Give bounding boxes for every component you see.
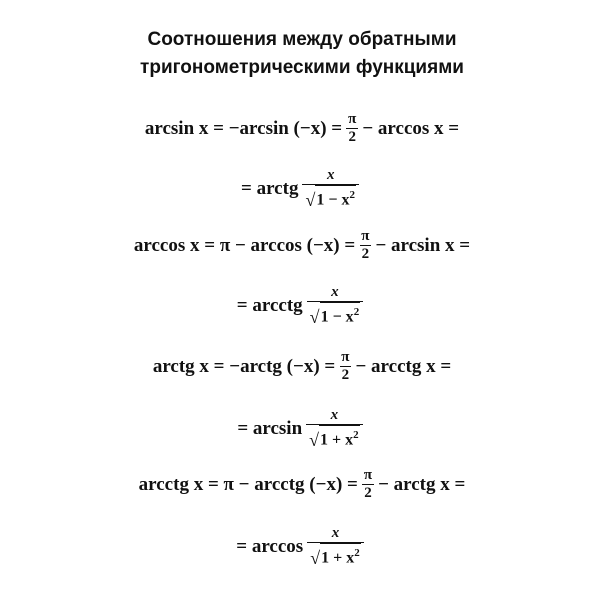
- fraction-numerator: π: [361, 228, 370, 244]
- formula-row-arcsin-cont: [0, 166, 604, 212]
- square-root: [310, 543, 361, 567]
- formula-rhs: − arcsin x =: [375, 234, 471, 256]
- formula-row-arccos-cont: [0, 283, 604, 329]
- formula-lhs: = arcctg: [236, 295, 303, 317]
- fraction-pi-over-2: [362, 467, 374, 502]
- fraction-numerator: x: [331, 284, 339, 300]
- fraction-x-over-root: [307, 283, 364, 329]
- fraction-numerator: x: [326, 167, 335, 183]
- fraction-pi-over-2: [359, 228, 371, 263]
- formula-row-arccos: [0, 228, 604, 263]
- fraction-denominator: [302, 184, 359, 212]
- fraction-denominator: [306, 424, 363, 452]
- formula-rhs: − arctg x =: [378, 473, 466, 495]
- fraction-denominator: [307, 301, 364, 329]
- formula-lhs: = arctg: [241, 178, 299, 200]
- fraction-numerator: π: [363, 467, 373, 483]
- formula-rhs: − arccos x =: [362, 117, 460, 139]
- fraction-pi-over-2: [339, 349, 351, 384]
- fraction-denominator: 2: [341, 367, 350, 383]
- radical-sign-icon: √: [309, 307, 320, 328]
- formula-lhs: = arccos: [236, 536, 304, 558]
- radicand: $1 - x^2$: [320, 302, 361, 326]
- fraction-pi-over-2: [346, 111, 358, 146]
- fraction-denominator: 2: [364, 485, 372, 501]
- fraction-x-over-root: [306, 406, 363, 452]
- radicand: $1 - x^2$: [315, 185, 356, 209]
- fraction-numerator: x: [331, 525, 340, 541]
- formula-lhs: = arcsin: [237, 418, 303, 440]
- radicand: $1 + x^2$: [320, 543, 361, 567]
- fraction-x-over-root: [302, 166, 359, 212]
- formula-row-arcctg: [0, 467, 604, 502]
- page-title-line-1: Соотношения между обратными: [147, 29, 457, 50]
- fraction-numerator: x: [330, 407, 339, 423]
- formula-lhs: arcsin x = −arcsin (−x) =: [144, 117, 343, 139]
- fraction-numerator: π: [341, 349, 350, 365]
- formula-lhs: arctg x = −arctg (−x) =: [152, 355, 336, 377]
- fraction-x-over-root: [307, 524, 364, 570]
- fraction-numerator: π: [348, 111, 357, 127]
- fraction-denominator: 2: [348, 129, 356, 145]
- formula-row-arctg-cont: [0, 406, 604, 452]
- formula-rhs: − arcctg x =: [355, 355, 452, 377]
- square-root: [310, 302, 361, 326]
- formula-lhs: arcctg x = π − arcctg (−x) =: [138, 473, 358, 495]
- fraction-denominator: 2: [361, 246, 370, 262]
- formula-lhs: arccos x = π − arccos (−x) =: [133, 234, 356, 256]
- radical-sign-icon: √: [309, 430, 320, 451]
- fraction-denominator: [307, 542, 364, 570]
- formula-row-arcctg-cont: [0, 524, 604, 570]
- radical-sign-icon: √: [305, 190, 316, 211]
- square-root: [305, 185, 356, 209]
- formula-row-arcsin: [0, 111, 604, 146]
- radical-sign-icon: √: [310, 548, 321, 569]
- formula-row-arctg: [0, 349, 604, 384]
- page-title-line-2: тригонометрическими функциями: [140, 57, 464, 78]
- radicand: $1 + x^2$: [319, 425, 360, 449]
- square-root: [309, 425, 360, 449]
